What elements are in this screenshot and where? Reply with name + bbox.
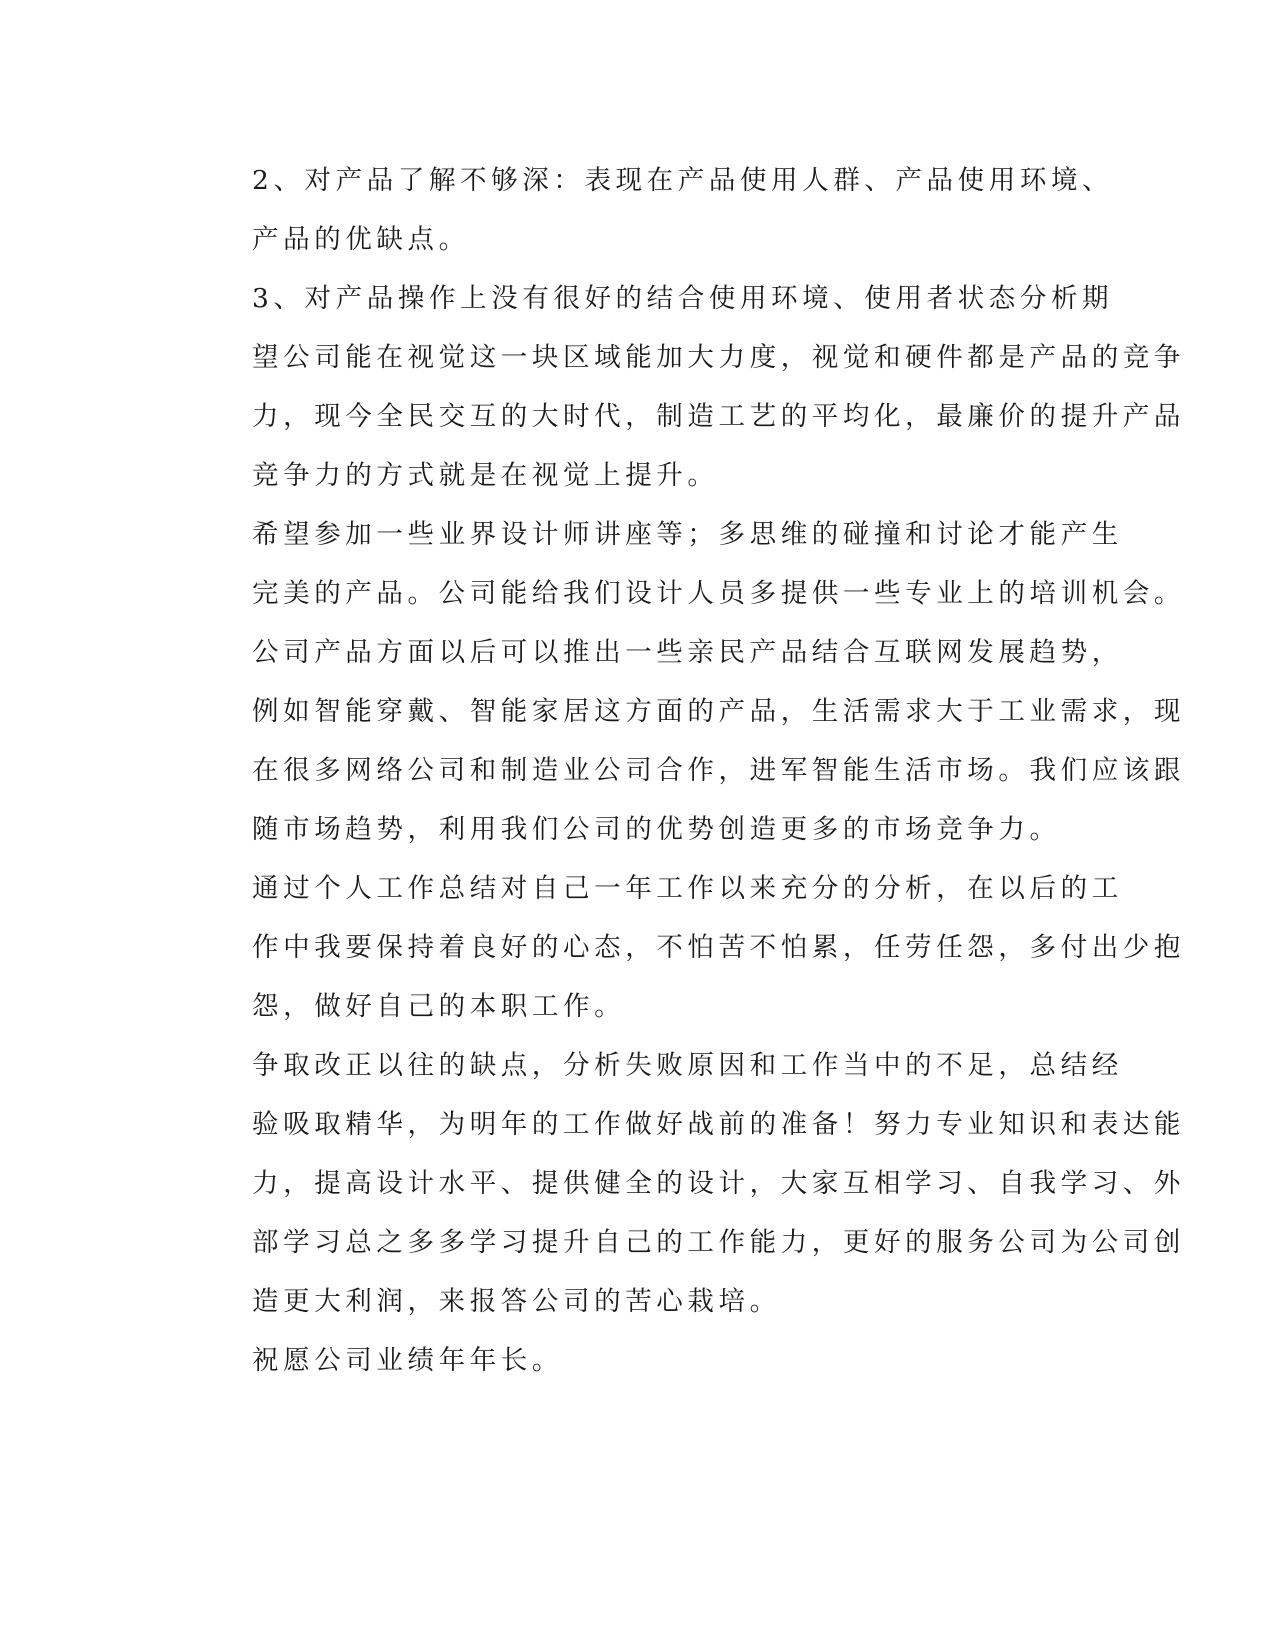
text-line: 希望参加一些业界设计师讲座等；多思维的碰撞和讨论才能产生 [252,519,1123,550]
paragraph-closing-wish [182,1331,1032,1390]
text-line: 争取改正以往的缺点，分析失败原因和工作当中的不足，总结经 [252,1050,1123,1081]
paragraph-product-understanding [182,151,1114,269]
text-line: 完美的产品。公司能给我们设计人员多提供一些专业上的培训机会。 [252,578,1185,609]
text-line: 2、对产品了解不够深：表现在产品使用人群、产品使用环境、 [252,165,1114,196]
text-line: 公司产品方面以后可以推出一些亲民产品结合互联网发展趋势， [252,637,1123,668]
text-line: 随市场趋势，利用我们公司的优势创造更多的市场竞争力。 [252,814,1061,845]
text-line: 例如智能穿戴、智能家居这方面的产品，生活需求大于工业需求，现 [252,696,1185,727]
text-line: 祝愿公司业绩年年长。 [252,1345,563,1376]
text-line: 造更大利润，来报答公司的苦心栽培。 [252,1286,781,1317]
text-line: 3、对产品操作上没有很好的结合使用环境、使用者状态分析期 [252,283,1114,314]
paragraph-smart-products [182,623,1185,859]
text-line: 望公司能在视觉这一块区域能加大力度，视觉和硬件都是产品的竞争 [252,342,1185,373]
paragraph-product-operation [182,269,1185,505]
text-line: 作中我要保持着良好的心态，不怕苦不怕累，任劳任怨，多付出少抱 [252,932,1185,963]
text-line: 怨，做好自己的本职工作。 [252,991,626,1022]
text-line: 在很多网络公司和制造业公司合作，进军智能生活市场。我们应该跟 [252,755,1185,786]
paragraph-improvement-plan [182,1036,1185,1331]
text-line: 产品的优缺点。 [252,224,470,255]
text-line: 验吸取精华，为明年的工作做好战前的准备！努力专业知识和表达能 [252,1109,1185,1140]
document-page [182,151,1185,1390]
text-line: 竞争力的方式就是在视觉上提升。 [252,460,719,491]
text-line: 通过个人工作总结对自己一年工作以来充分的分析，在以后的工 [252,873,1123,904]
text-line: 部学习总之多多学习提升自己的工作能力，更好的服务公司为公司创 [252,1227,1185,1258]
paragraph-training-wish [182,505,1185,623]
text-line: 力，提高设计水平、提供健全的设计，大家互相学习、自我学习、外 [252,1168,1185,1199]
paragraph-self-summary [182,859,1185,1036]
text-line: 力，现今全民交互的大时代，制造工艺的平均化，最廉价的提升产品 [252,401,1185,432]
